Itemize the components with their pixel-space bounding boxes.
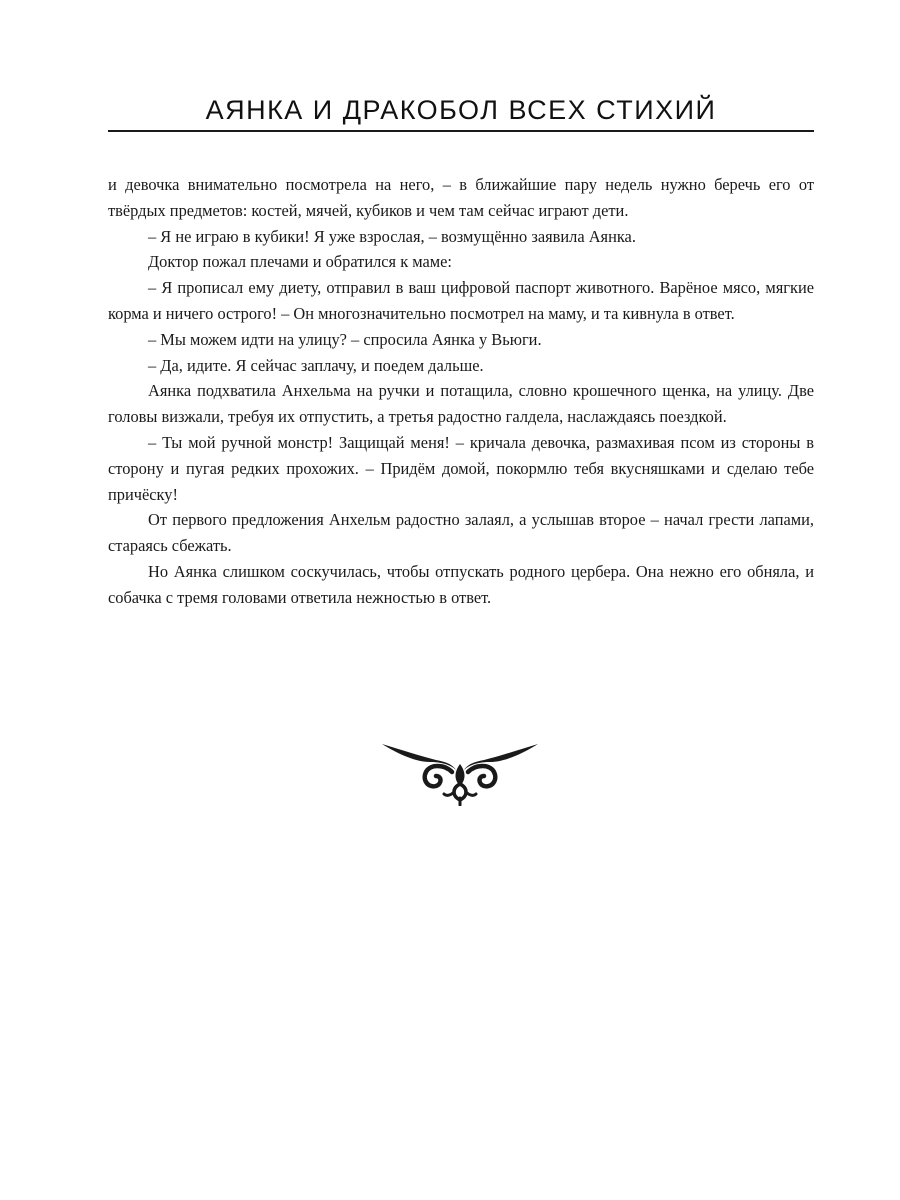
paragraph: и девочка внимательно посмотрела на него, – в ближайшие пару недель нужно беречь его от твёрдых предметов: костей, мячей, кубиков и чем там сейчас играют дети.: [108, 175, 814, 220]
paragraph: Аянка подхватила Анхельма на ручки и потащила, словно крошечного щенка, на улицу. Две головы визжали, требуя их отпустить, а третья радостно галдела, наслаждаясь поездкой.: [108, 381, 814, 427]
paragraph: – Ты мой ручной монстр! Защищай меня! – кричала девочка, размахивая псом из стороны в сторону и пугая редких прохожих. – Придём домой, покормлю тебя вкусняшками и сделаю тебе причёску!: [108, 432, 814, 504]
flourish-ornament-icon: [380, 740, 540, 806]
page-header: [108, 92, 814, 128]
paragraph: Доктор пожал плечами и обратился к маме:: [148, 252, 452, 272]
paragraph: – Я не играю в кубики! Я уже взрослая, – возмущённо заявила Аянка.: [148, 226, 636, 246]
paragraph: – Мы можем идти на улицу? – спросила Аянка у Вьюги.: [148, 329, 542, 349]
body-text: [108, 172, 814, 611]
paragraph: – Да, идите. Я сейчас заплачу, и поедем дальше.: [148, 355, 484, 375]
paragraph: Но Аянка слишком соскучилась, чтобы отпускать родного цербера. Она нежно его обняла, и собачка с тремя головами ответила нежностью в ответ.: [108, 561, 814, 607]
paragraph: От первого предложения Анхельм радостно залаял, а услышав второе – начал грести лапами, стараясь сбежать.: [108, 510, 814, 556]
page-title: АЯНКА И ДРАКОБОЛ ВСЕХ СТИХИЙ: [205, 95, 717, 125]
paragraph: – Я прописал ему диету, отправил в ваш цифровой паспорт животного. Варёное мясо, мягкие корма и ничего острого! – Он многозначительно посмотрел на маму, и та кивнула в ответ.: [108, 278, 814, 323]
header-divider: [108, 130, 814, 132]
